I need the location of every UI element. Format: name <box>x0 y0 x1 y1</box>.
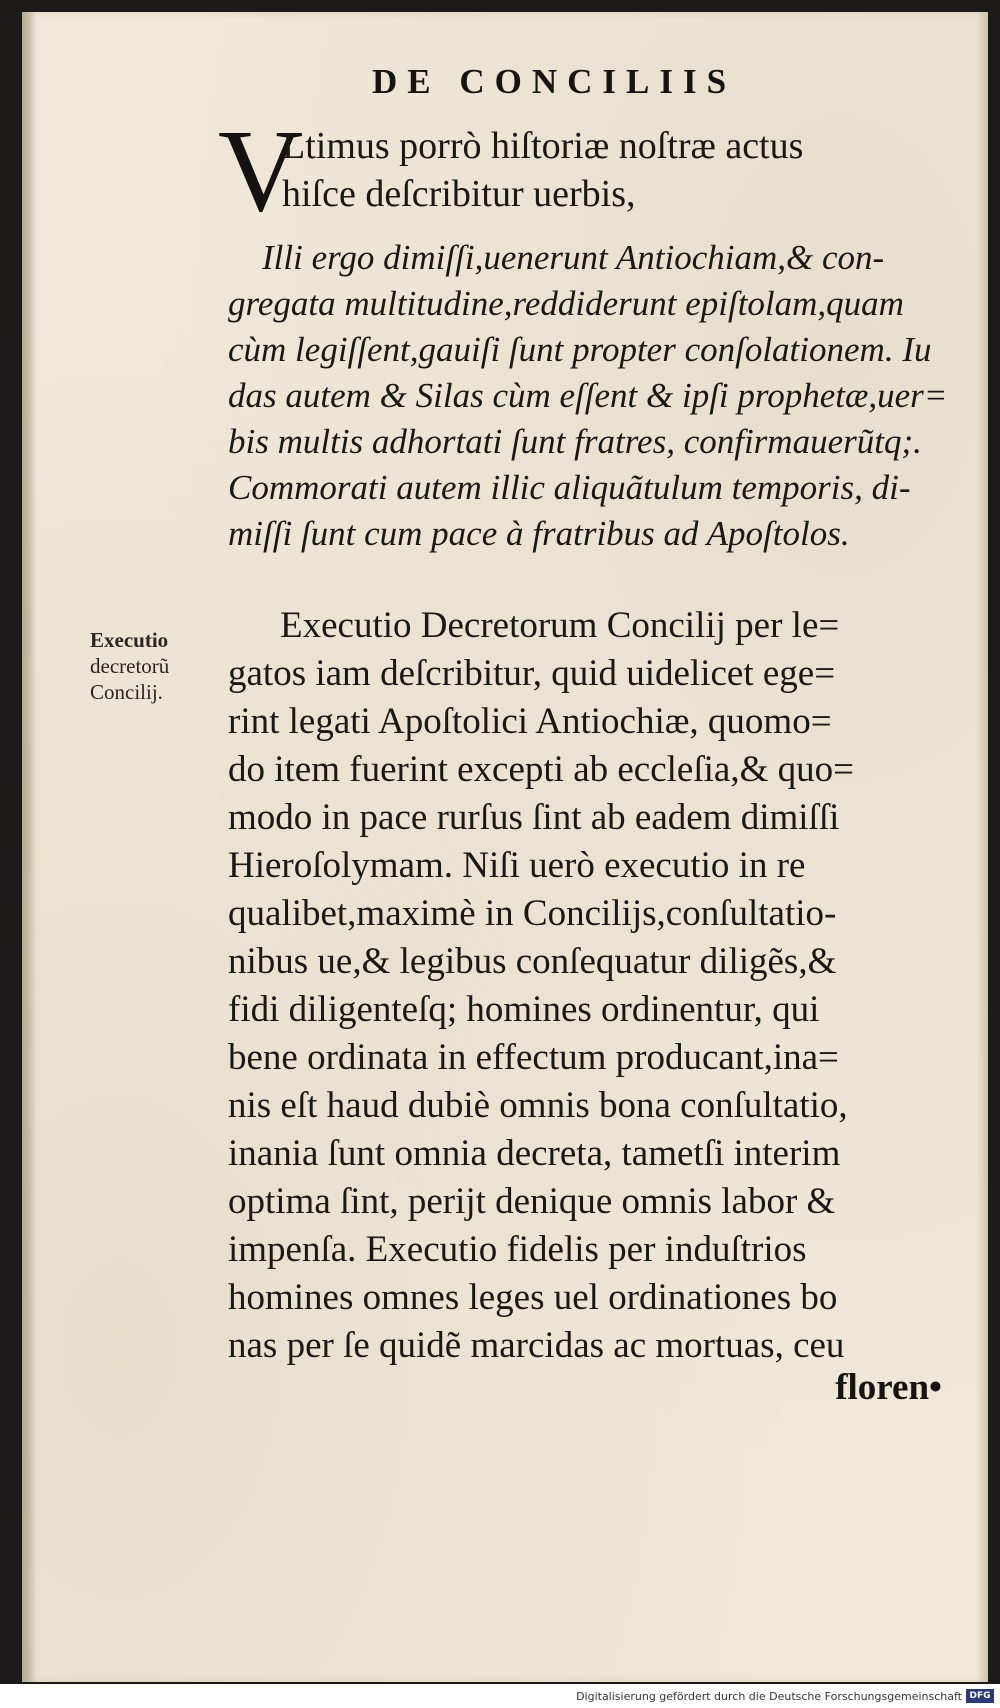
body-line: impenſa. Executio fidelis per induſtrios <box>228 1229 807 1270</box>
intro-line: Ltimus porrò hiſtoriæ noſtræ actus <box>282 125 804 167</box>
body-line: Hieroſolymam. Niſi uerò executio in re <box>228 845 806 886</box>
page-edge <box>976 12 988 1682</box>
marginal-note-line: decretorũ <box>90 654 170 678</box>
body-line: nis eſt haud dubiè omnis bona conſultatio, <box>228 1085 848 1126</box>
body-line: optima ſint, perijt denique omnis labor & <box>228 1181 836 1222</box>
body-line: modo in pace rurſus ſint ab eadem dimiſſi <box>228 797 840 838</box>
marginal-note-line: Executio <box>90 628 169 652</box>
body-line: do item fuerint excepti ab eccleſia,& quo= <box>228 749 854 790</box>
intro-line: hiſce deſcribitur uerbis, <box>282 173 636 215</box>
body-line: homines omnes leges uel ordinationes bo <box>228 1277 838 1318</box>
quotation-line: Commorati autem illic aliquãtulum temporis, di- <box>228 468 911 507</box>
quotation-line: bis multis adhortati ſunt fratres, confirmauerũtq;. <box>228 422 922 461</box>
body-line: Executio Decretorum Concilij per le= <box>280 605 840 646</box>
dfg-logo: DFG <box>966 1689 994 1703</box>
quotation-line: Illi ergo dimiſſi,uenerunt Antiochiam,& con- <box>262 238 885 277</box>
body-line: bene ordinata in effectum producant,ina= <box>228 1037 839 1078</box>
body-line: qualibet,maximè in Concilijs,conſultatio- <box>228 893 837 934</box>
quotation-line: das autem & Silas cùm eſſent & ipſi prophetæ,uer= <box>228 376 948 415</box>
spine-shadow <box>22 12 36 1682</box>
body-line: gatos iam deſcribitur, quid uidelicet ege= <box>228 653 836 694</box>
funding-credit: Digitalisierung gefördert durch die Deutsche Forschungsgemeinschaft <box>576 1690 962 1703</box>
marginal-note-line: Concilij. <box>90 680 163 704</box>
running-head: DE CONCILIIS <box>372 62 737 101</box>
quotation-line: cùm legiſſent,gauiſi ſunt propter conſolationem. Iu <box>228 330 932 369</box>
body-line: inania ſunt omnia decreta, tametſi interim <box>228 1133 841 1174</box>
body-line: rint legati Apoſtolici Antiochiæ, quomo= <box>228 701 832 742</box>
body-line: nibus ue,& legibus conſequatur diligẽs,& <box>228 941 837 982</box>
catchword: floren• <box>835 1367 942 1408</box>
drop-cap: V <box>218 105 304 236</box>
quotation-line: miſſi ſunt cum pace à fratribus ad Apoſtolos. <box>228 514 850 553</box>
body-line: fidi diligenteſq; homines ordinentur, qui <box>228 989 820 1030</box>
quotation-line: gregata multitudine,reddiderunt epiſtolam,quam <box>228 284 904 323</box>
body-line: nas per ſe quidẽ marcidas ac mortuas, ceu <box>228 1325 845 1366</box>
